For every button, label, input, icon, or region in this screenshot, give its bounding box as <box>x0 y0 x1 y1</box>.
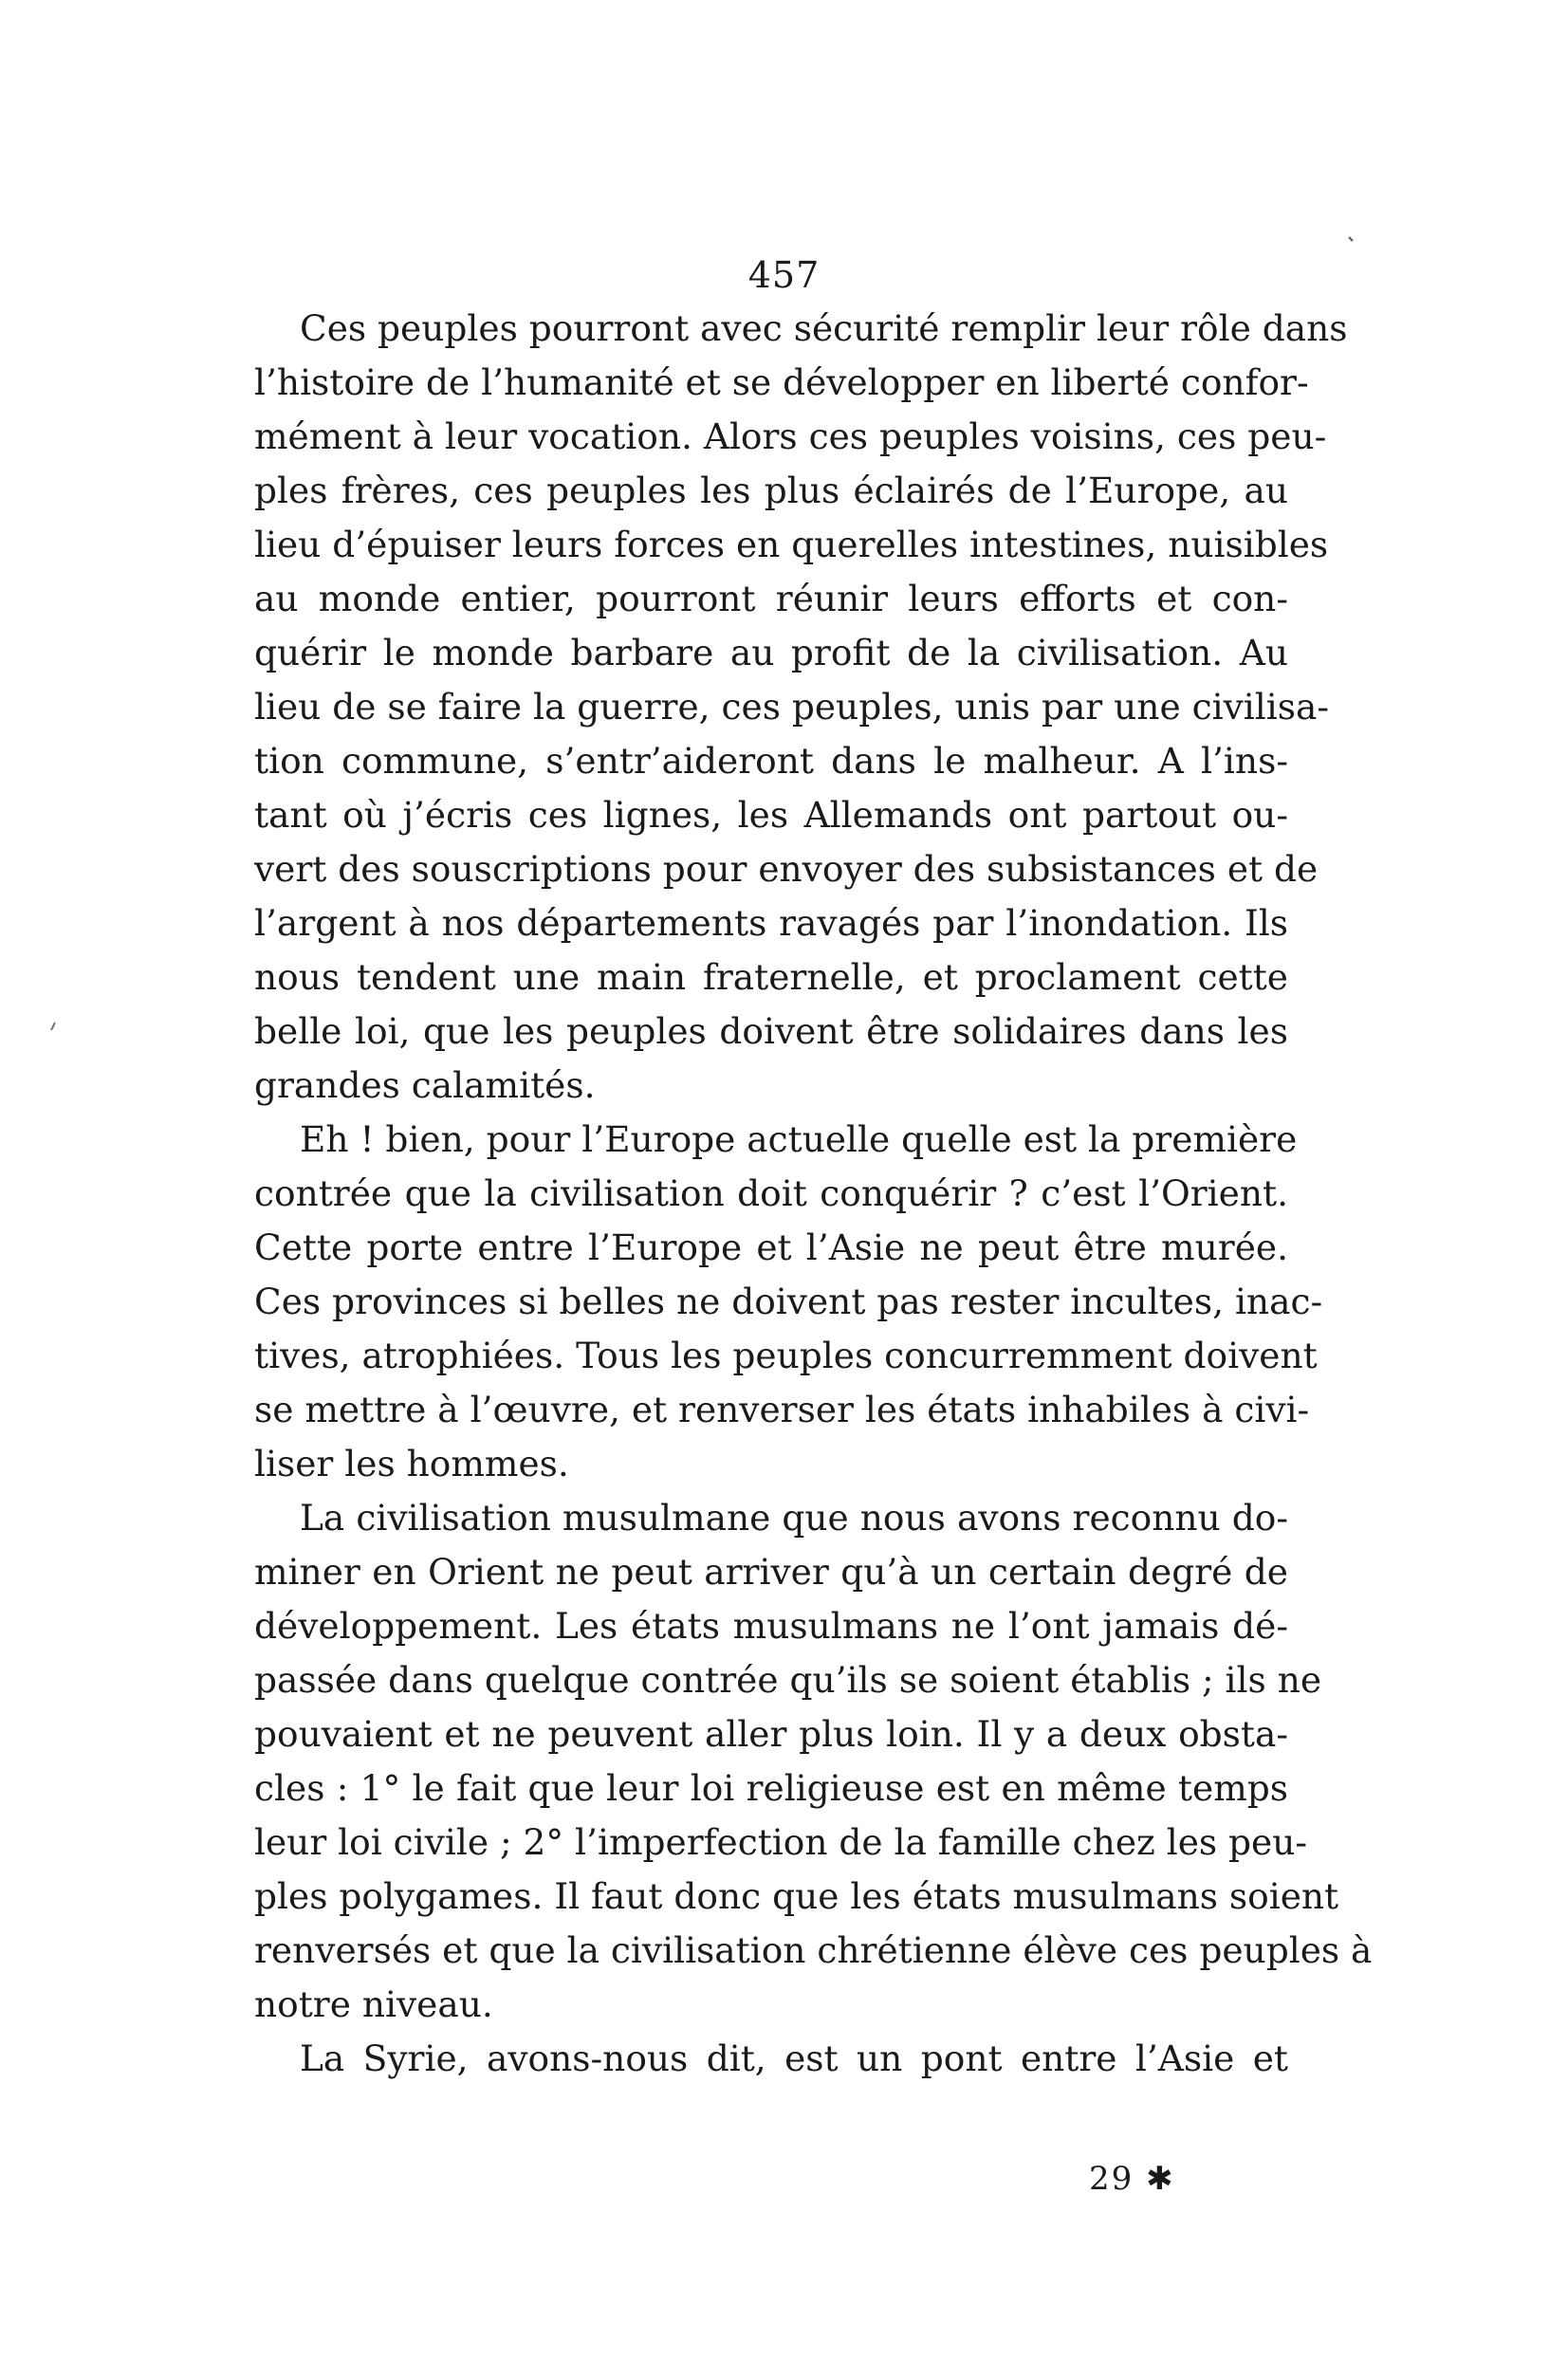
text-line: au monde entier, pourront réunir leurs efforts et con- <box>254 578 1288 619</box>
paragraph <box>254 302 1348 1113</box>
page-number: 457 <box>747 254 821 296</box>
text-line: Eh ! bien, pour l’Europe actuelle quelle est la première <box>300 1118 1298 1160</box>
text-line: leur loi civile ; 2° l’imperfection de la famille chez les peu- <box>254 1821 1308 1863</box>
text-line: vert des souscriptions pour envoyer des subsistances et de <box>254 848 1319 890</box>
text-line: tant où j’écris ces lignes, les Allemands ont partout ou- <box>254 794 1288 836</box>
text-line: pouvaient et ne peuvent aller plus loin. Il y a deux obsta- <box>254 1713 1288 1755</box>
text-line: lieu de se faire la guerre, ces peuples, unis par une civilisa- <box>254 686 1330 728</box>
text-line: mément à leur vocation. Alors ces peuples voisins, ces peu- <box>254 415 1327 457</box>
text-line: l’argent à nos départements ravagés par l’inondation. Ils <box>254 902 1288 944</box>
speck <box>1349 237 1353 241</box>
text-line: renversés et que la civilisation chrétienne élève ces peuples à <box>254 1929 1373 1971</box>
paragraph <box>254 1491 1373 2032</box>
paragraph <box>254 1113 1323 1491</box>
text-line: lieu d’épuiser leurs forces en querelles intestines, nuisibles <box>254 524 1329 565</box>
text-line: La civilisation musulmane que nous avons reconnu do- <box>300 1497 1288 1539</box>
paragraph <box>254 2032 1288 2086</box>
text-line: Ces provinces si belles ne doivent pas rester incultes, inac- <box>254 1281 1323 1322</box>
text-line: l’histoire de l’humanité et se développer en liberté confor- <box>254 361 1309 403</box>
text-line: contrée que la civilisation doit conquérir ? c’est l’Orient. <box>254 1172 1288 1214</box>
text-line: développement. Les états musulmans ne l’ont jamais dé- <box>254 1605 1288 1647</box>
text-line: Ces peuples pourront avec sécurité remplir leur rôle dans <box>300 307 1348 349</box>
text-line: nous tendent une main fraternelle, et proclament cette <box>254 956 1288 998</box>
text-line: quérir le monde barbare au profit de la civilisation. Au <box>254 632 1288 673</box>
speck <box>51 1023 55 1030</box>
text-line: notre niveau. <box>254 1983 493 2025</box>
text-line: miner en Orient ne peut arriver qu’à un certain degré de <box>254 1551 1288 1593</box>
text-line: La Syrie, avons-nous dit, est un pont entre l’Asie et <box>300 2037 1288 2079</box>
text-line: Cette porte entre l’Europe et l’Asie ne peut être murée. <box>254 1226 1288 1268</box>
text-line: passée dans quelque contrée qu’ils se soient établis ; ils ne <box>254 1659 1322 1701</box>
signature-mark: 29 ✱ <box>1089 2160 1175 2198</box>
text-line: grandes calamités. <box>254 1064 596 1106</box>
text-line: liser les hommes. <box>254 1443 569 1484</box>
text-line: ples frères, ces peuples les plus éclairés de l’Europe, au <box>254 470 1288 511</box>
text-line: ples polygames. Il faut donc que les états musulmans soient <box>254 1875 1339 1917</box>
text-line: tion commune, s’entr’aideront dans le malheur. A l’ins- <box>254 740 1288 782</box>
body-text <box>254 302 1373 2086</box>
text-line: cles : 1° le fait que leur loi religieuse est en même temps <box>254 1767 1288 1809</box>
text-line: se mettre à l’œuvre, et renverser les états inhabiles à civi- <box>254 1389 1310 1430</box>
text-line: tives, atrophiées. Tous les peuples concurremment doivent <box>254 1335 1318 1376</box>
text-line: belle loi, que les peuples doivent être solidaires dans les <box>254 1010 1288 1052</box>
